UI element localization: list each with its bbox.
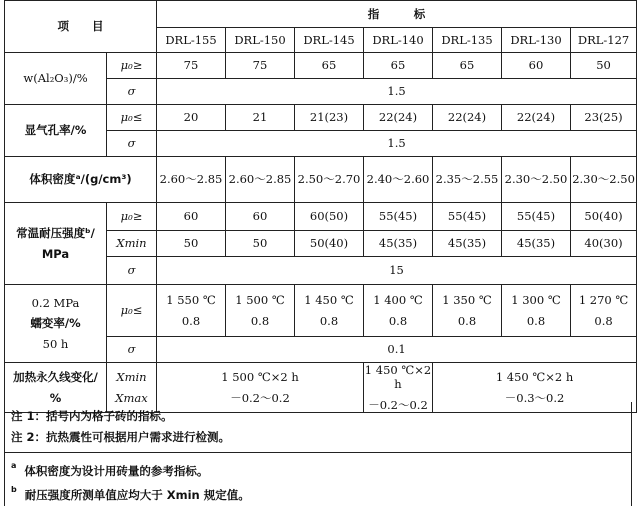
creep-temp: 1 300 ℃ bbox=[511, 293, 561, 308]
grade-header: DRL-155 bbox=[157, 28, 226, 53]
sigma-symbol: σ bbox=[107, 337, 157, 363]
value-cell: 2.60～2.85 bbox=[157, 157, 226, 203]
sigma-value: 1.5 bbox=[157, 79, 637, 105]
creep-cell bbox=[364, 285, 433, 337]
value-cell: 60 bbox=[502, 53, 571, 79]
creep-label bbox=[5, 285, 107, 363]
strength-label-line2: MPa bbox=[41, 246, 70, 261]
strength-label bbox=[5, 203, 107, 285]
creep-label-line1: 0.2 MPa bbox=[31, 295, 80, 310]
creep-label-line3: 50 h bbox=[42, 336, 69, 351]
value-cell: 50 bbox=[571, 53, 637, 79]
creep-temp: 1 450 ℃ bbox=[304, 293, 354, 308]
density-row bbox=[5, 157, 637, 203]
grade-header: DRL-150 bbox=[226, 28, 295, 53]
value-cell: 60 bbox=[157, 203, 226, 231]
value-cell: 50 bbox=[157, 231, 226, 257]
creep-label-line2: 蠕变率/% bbox=[30, 316, 81, 331]
notes-box bbox=[5, 402, 631, 453]
value-cell: 75 bbox=[157, 53, 226, 79]
value-cell: 22(24) bbox=[364, 105, 433, 131]
creep-temp: 1 550 ℃ bbox=[166, 293, 216, 308]
value-cell: 45(35) bbox=[364, 231, 433, 257]
porosity-mu-row bbox=[5, 105, 637, 131]
notes-section bbox=[4, 402, 632, 506]
value-cell: 60 bbox=[226, 203, 295, 231]
note-1: 注 1：括号内为格子砖的指标。 bbox=[11, 409, 173, 423]
value-cell: 2.35～2.55 bbox=[433, 157, 502, 203]
value-cell: 55(45) bbox=[502, 203, 571, 231]
creep-mu-row bbox=[5, 285, 637, 337]
pcl-range: －0.2～0.2 bbox=[368, 397, 428, 412]
pcl-condition: 1 450 ℃×2 h bbox=[364, 363, 432, 392]
pcl-range: －0.2～0.2 bbox=[230, 390, 290, 405]
grade-header: DRL-130 bbox=[502, 28, 571, 53]
value-cell: 55(45) bbox=[433, 203, 502, 231]
mu-symbol: μ₀≤ bbox=[107, 285, 157, 337]
creep-value: 0.8 bbox=[181, 313, 201, 328]
index-header: 指 标 bbox=[157, 1, 637, 28]
value-cell: 21 bbox=[226, 105, 295, 131]
spec-table bbox=[4, 0, 637, 413]
header-row-1 bbox=[5, 1, 637, 28]
sigma-value: 0.1 bbox=[157, 337, 637, 363]
sigma-value: 15 bbox=[157, 257, 637, 285]
value-cell: 55(45) bbox=[364, 203, 433, 231]
mu-symbol: μ₀≤ bbox=[107, 105, 157, 131]
creep-temp: 1 400 ℃ bbox=[373, 293, 423, 308]
value-cell: 21(23) bbox=[295, 105, 364, 131]
value-cell: 65 bbox=[364, 53, 433, 79]
creep-value: 0.8 bbox=[250, 313, 270, 328]
strength-mu-row bbox=[5, 203, 637, 231]
grade-header: DRL-145 bbox=[295, 28, 364, 53]
creep-cell bbox=[433, 285, 502, 337]
creep-value: 0.8 bbox=[457, 313, 477, 328]
creep-temp: 1 500 ℃ bbox=[235, 293, 285, 308]
creep-value: 0.8 bbox=[594, 313, 613, 328]
pcl-condition: 1 450 ℃×2 h bbox=[495, 370, 574, 385]
creep-cell bbox=[571, 285, 637, 337]
pcl-label-line2: % bbox=[49, 390, 62, 405]
sigma-symbol: σ bbox=[107, 131, 157, 157]
value-cell: 23(25) bbox=[571, 105, 637, 131]
value-cell: 75 bbox=[226, 53, 295, 79]
value-cell: 2.30～2.50 bbox=[571, 157, 637, 203]
al2o3-label: w(Al₂O₃)/% bbox=[5, 53, 107, 105]
grade-header: DRL-135 bbox=[433, 28, 502, 53]
value-cell: 65 bbox=[433, 53, 502, 79]
creep-value: 0.8 bbox=[526, 313, 546, 328]
xmin-symbol: Xmin bbox=[116, 370, 147, 385]
mu-symbol: μ₀≥ bbox=[107, 203, 157, 231]
value-cell: 40(30) bbox=[571, 231, 637, 257]
footnote-text: 耐压强度所测单值应均大于 Xmin 规定值。 bbox=[24, 488, 250, 502]
footnote-mark: b bbox=[11, 485, 17, 494]
note-2: 注 2：抗热震性可根据用户需求进行检测。 bbox=[11, 430, 231, 444]
value-cell: 2.30～2.50 bbox=[502, 157, 571, 203]
pcl-condition: 1 500 ℃×2 h bbox=[221, 370, 299, 385]
value-cell: 2.60～2.85 bbox=[226, 157, 295, 203]
value-cell: 45(35) bbox=[433, 231, 502, 257]
value-cell: 22(24) bbox=[502, 105, 571, 131]
value-cell: 65 bbox=[295, 53, 364, 79]
pcl-label-line1: 加热永久线变化/ bbox=[13, 370, 98, 385]
value-cell: 50(40) bbox=[571, 203, 637, 231]
footnote-b bbox=[11, 483, 631, 507]
pcl-range: －0.3～0.2 bbox=[504, 390, 565, 405]
footnote-mark: a bbox=[11, 461, 17, 470]
mu-symbol: μ₀≥ bbox=[107, 53, 157, 79]
value-cell: 2.40～2.60 bbox=[364, 157, 433, 203]
creep-cell bbox=[502, 285, 571, 337]
density-label: 体积密度ᵃ/(g/cm³) bbox=[5, 157, 157, 203]
grade-header: DRL-127 bbox=[571, 28, 637, 53]
sigma-symbol: σ bbox=[107, 79, 157, 105]
value-cell: 50 bbox=[226, 231, 295, 257]
xmin-symbol: Xmin bbox=[107, 231, 157, 257]
strength-label-line1: 常温耐压强度ᵇ/ bbox=[16, 226, 95, 241]
porosity-label: 显气孔率/% bbox=[5, 105, 107, 157]
value-cell: 60(50) bbox=[295, 203, 364, 231]
value-cell: 20 bbox=[157, 105, 226, 131]
al2o3-mu-row bbox=[5, 53, 637, 79]
item-header: 项 目 bbox=[5, 1, 157, 53]
creep-value: 0.8 bbox=[388, 313, 408, 328]
creep-value: 0.8 bbox=[319, 313, 339, 328]
creep-cell bbox=[226, 285, 295, 337]
footnote-a bbox=[11, 459, 631, 483]
xmax-symbol: Xmax bbox=[115, 390, 148, 405]
creep-temp: 1 270 ℃ bbox=[578, 293, 629, 308]
sigma-value: 1.5 bbox=[157, 131, 637, 157]
creep-temp: 1 350 ℃ bbox=[442, 293, 492, 308]
grade-header: DRL-140 bbox=[364, 28, 433, 53]
creep-cell bbox=[295, 285, 364, 337]
sigma-symbol: σ bbox=[107, 257, 157, 285]
value-cell: 22(24) bbox=[433, 105, 502, 131]
value-cell: 45(35) bbox=[502, 231, 571, 257]
footnote-text: 体积密度为设计用砖量的参考指标。 bbox=[24, 464, 209, 478]
value-cell: 2.50～2.70 bbox=[295, 157, 364, 203]
creep-cell bbox=[157, 285, 226, 337]
value-cell: 50(40) bbox=[295, 231, 364, 257]
footnotes bbox=[5, 453, 631, 507]
